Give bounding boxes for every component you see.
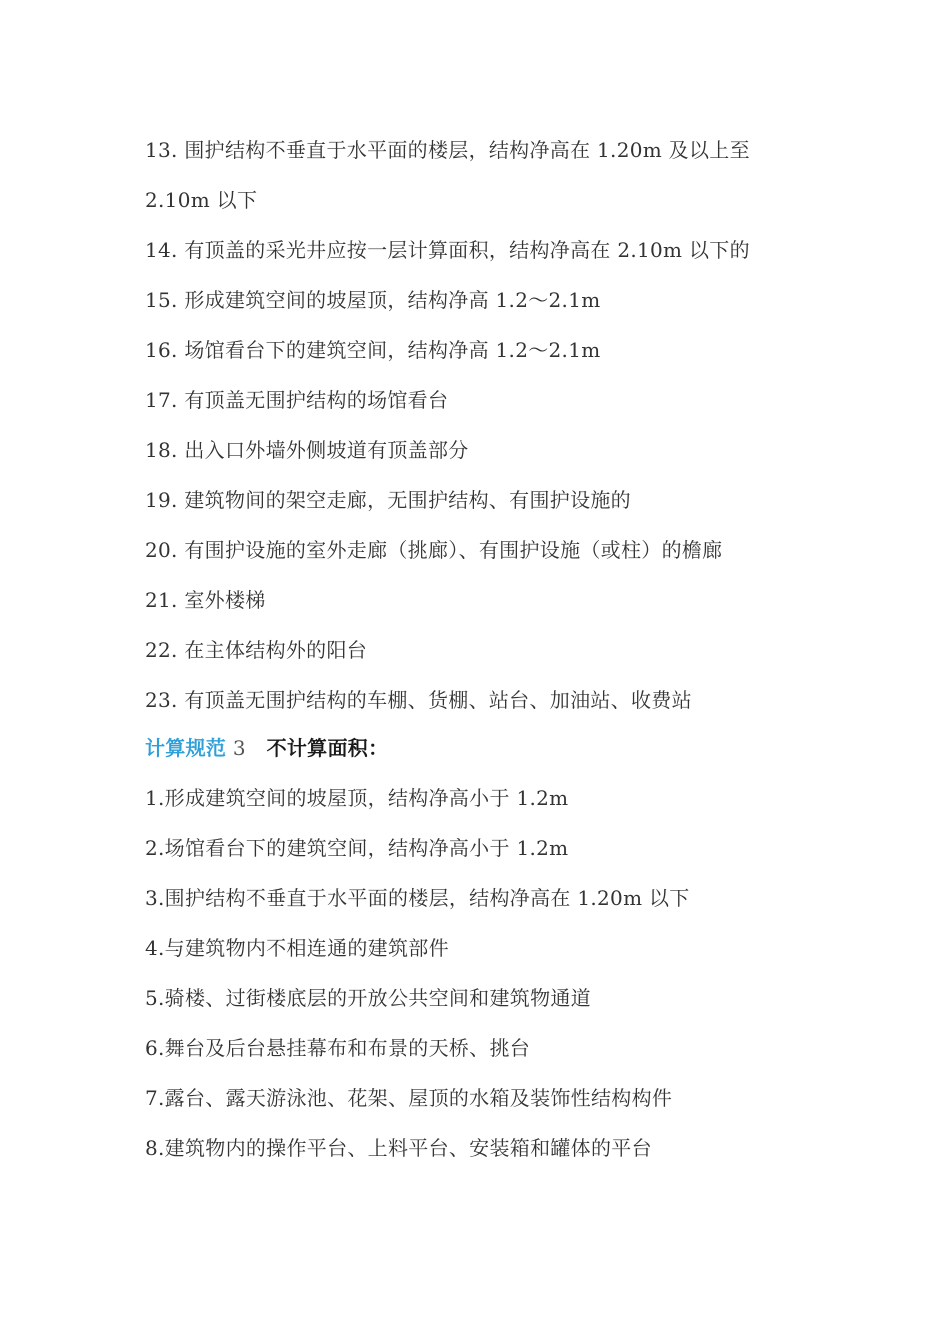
heading-title: 不计算面积： [266, 736, 389, 760]
list-item-13: 13. 围护结构不垂直于水平面的楼层，结构净高在 1.20m 及以上至 [145, 138, 750, 162]
exclusion-item-6: 6.舞台及后台悬挂幕布和布景的天桥、挑台 [145, 1036, 531, 1060]
list-item-18: 18. 出入口外墙外侧坡道有顶盖部分 [145, 438, 469, 462]
list-item-16: 16. 场馆看台下的建筑空间，结构净高 1.2～2.1m [145, 338, 601, 362]
exclusion-item-8: 8.建筑物内的操作平台、上料平台、安装箱和罐体的平台 [145, 1136, 652, 1160]
exclusion-item-4: 4.与建筑物内不相连通的建筑部件 [145, 936, 449, 960]
list-item-20: 20. 有围护设施的室外走廊（挑廊）、有围护设施（或柱）的檐廊 [145, 538, 723, 562]
list-item-14: 14. 有顶盖的采光井应按一层计算面积，结构净高在 2.10m 以下的 [145, 238, 750, 262]
exclusion-item-2: 2.场馆看台下的建筑空间，结构净高小于 1.2m [145, 836, 569, 860]
heading-accent-label: 计算规范 [145, 736, 227, 760]
section-heading [145, 734, 845, 762]
list-item-21: 21. 室外楼梯 [145, 588, 266, 612]
list-item-13-continued: 2.10m 以下 [145, 188, 258, 212]
exclusion-item-5: 5.骑楼、过街楼底层的开放公共空间和建筑物通道 [145, 986, 591, 1010]
exclusion-item-3: 3.围护结构不垂直于水平面的楼层，结构净高在 1.20m 以下 [145, 886, 690, 910]
heading-number: 3 [232, 736, 246, 760]
list-item-23: 23. 有顶盖无围护结构的车棚、货棚、站台、加油站、收费站 [145, 688, 692, 712]
list-item-15: 15. 形成建筑空间的坡屋顶，结构净高 1.2～2.1m [145, 288, 601, 312]
list-item-19: 19. 建筑物间的架空走廊，无围护结构、有围护设施的 [145, 488, 631, 512]
exclusion-item-1: 1.形成建筑空间的坡屋顶，结构净高小于 1.2m [145, 786, 569, 810]
list-item-17: 17. 有顶盖无围护结构的场馆看台 [145, 388, 449, 412]
list-item-22: 22. 在主体结构外的阳台 [145, 638, 368, 662]
exclusion-item-7: 7.露台、露天游泳池、花架、屋顶的水箱及装饰性结构构件 [145, 1086, 673, 1110]
